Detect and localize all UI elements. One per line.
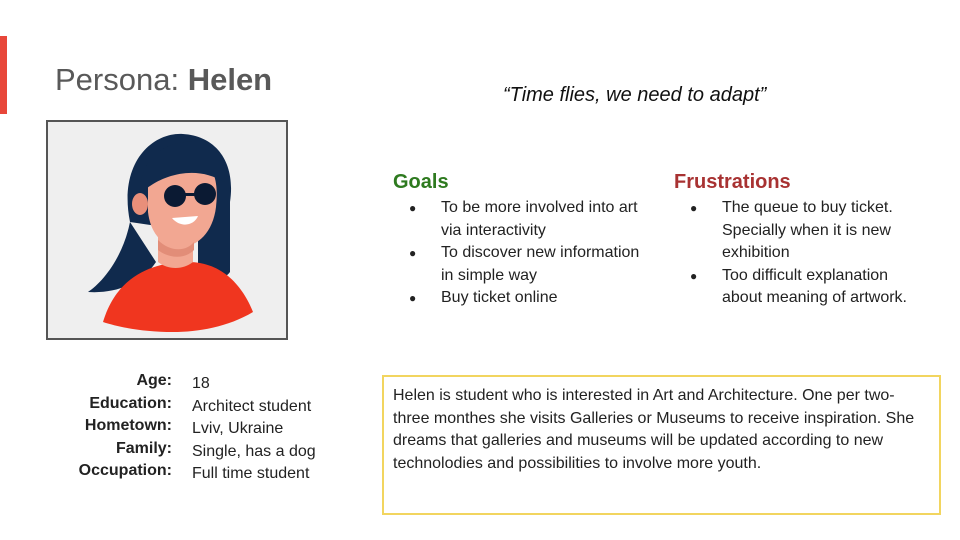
fact-row-hometown bbox=[60, 415, 316, 438]
goals-heading: Goals bbox=[393, 171, 449, 193]
fact-value: Full time student bbox=[192, 465, 310, 482]
title-prefix: Persona: bbox=[55, 62, 188, 97]
accent-bar bbox=[0, 36, 7, 114]
persona-summary: Helen is student who is interested in Art and Architecture. One per two-three monthes she visits Galleries or Museums to receive inspiration. She dreams that galleries and museums will be updated according to new technolodies and possibilities to involve more youth. bbox=[382, 375, 941, 515]
fact-label: Family: bbox=[115, 439, 172, 457]
woman-avatar-illustration-icon bbox=[48, 122, 286, 338]
persona-name: Helen bbox=[187, 62, 273, 97]
goals-list bbox=[395, 197, 645, 310]
goal-item: ● To discover new information in simple way bbox=[395, 242, 645, 287]
persona-quote: “Time flies, we need to adapt” bbox=[503, 84, 767, 106]
goal-item: ● Buy ticket online bbox=[395, 287, 645, 310]
persona-facts bbox=[60, 370, 316, 483]
frustration-item: ● Too difficult explanation about meaning of artwork. bbox=[676, 265, 916, 310]
frustrations-list bbox=[676, 197, 916, 310]
persona-portrait bbox=[46, 120, 288, 340]
fact-label: Hometown: bbox=[84, 417, 172, 434]
fact-row-age bbox=[60, 370, 316, 393]
fact-value: Single, has a dog bbox=[192, 442, 316, 460]
fact-row-occupation bbox=[60, 460, 316, 483]
fact-value: 18 bbox=[192, 375, 210, 392]
page-title bbox=[55, 62, 272, 98]
fact-label: Education: bbox=[89, 394, 172, 412]
fact-value: Lviv, Ukraine bbox=[192, 420, 284, 437]
frustrations-heading: Frustrations bbox=[674, 171, 791, 193]
fact-label: Occupation: bbox=[78, 462, 172, 479]
fact-value: Architect student bbox=[192, 397, 312, 415]
goal-item: ● To be more involved into art via interactivity bbox=[395, 197, 645, 242]
fact-row-education bbox=[60, 393, 316, 416]
fact-label: Age: bbox=[136, 372, 172, 389]
frustration-item: ● The queue to buy ticket. Specially when it is new exhibition bbox=[676, 197, 916, 265]
fact-row-family bbox=[60, 438, 316, 461]
